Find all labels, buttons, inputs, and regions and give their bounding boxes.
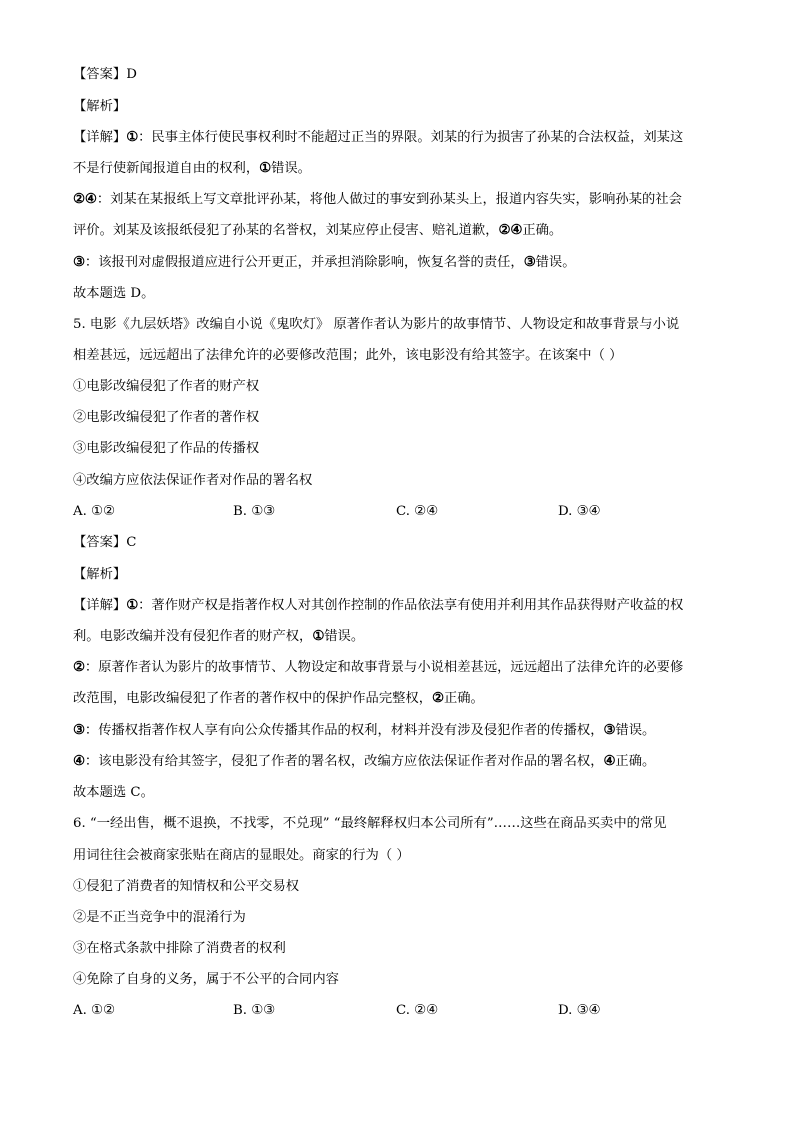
statement: ④免除了自身的义务，属于不公平的合同内容 <box>73 972 339 987</box>
option-key: ② <box>73 660 85 675</box>
detail-line <box>73 129 723 147</box>
detail-line <box>73 690 723 708</box>
choice-d: D. ③④ <box>558 504 601 519</box>
question-stem: 6. “一经出售，概不退换，不找零，不兑现” “最终解释权归本公司所有”……这些在商品买卖中的常见 <box>73 816 667 831</box>
statement: ④改编方应依法保证作者对作品的署名权 <box>73 473 313 488</box>
conclusion: 故本题选 D。 <box>73 286 155 301</box>
statement: ①电影改编侵犯了作者的财产权 <box>73 379 260 394</box>
conclusion: 故本题选 C。 <box>73 785 154 800</box>
detail-line <box>73 160 723 178</box>
verdict: 正确。 <box>522 223 563 238</box>
answer-value: C <box>126 535 137 550</box>
detail-text: 不是行使新闻报道自由的权利， <box>73 161 260 176</box>
statement: ②电影改编侵犯了作者的著作权 <box>73 410 260 425</box>
option-key: ① <box>259 161 272 176</box>
choice-a: A. ①② <box>73 1003 115 1018</box>
verdict: 正确。 <box>443 691 484 706</box>
option-key: ① <box>126 130 139 145</box>
statement: ③在格式条款中排除了消费者的权利 <box>73 941 286 956</box>
detail-tag: 【详解】 <box>73 598 127 613</box>
verdict: 错误。 <box>535 255 576 270</box>
option-key: ③ <box>73 723 85 738</box>
verdict: 错误。 <box>615 723 656 738</box>
detail-line <box>73 722 723 740</box>
option-key: ④ <box>603 754 616 769</box>
option-key: ③ <box>603 723 616 738</box>
choice-b: B. ①③ <box>233 504 276 519</box>
detail-text: ：该电影没有给其签字，侵犯了作者的署名权，改编方应依法保证作者对作品的署名权， <box>84 754 604 769</box>
question-stem: 5. 电影《九层妖塔》改编自小说《鬼吹灯》 原著作者认为影片的故事情节、人物设定和故事背景与小说 <box>73 317 680 332</box>
detail-text: 利。电影改编并没有侵犯作者的财产权， <box>73 629 313 644</box>
choice-c: C. ②④ <box>396 1003 438 1018</box>
detail-tag: 【详解】 <box>73 130 127 145</box>
question-stem: 相差甚远，远远超出了法律允许的必要修改范围；此外，该电影没有给其签字。在该案中（ ） <box>73 348 623 363</box>
detail-line <box>73 191 723 209</box>
option-key: ① <box>312 629 325 644</box>
verdict: 错误。 <box>271 161 311 176</box>
detail-line <box>73 597 723 615</box>
answer-tag: 【答案】 <box>73 67 127 82</box>
analysis-tag: 【解析】 <box>73 99 127 114</box>
answer-tag: 【答案】 <box>73 535 127 550</box>
statement: ②是不正当竞争中的混淆行为 <box>73 910 246 925</box>
detail-line <box>73 628 723 646</box>
detail-line <box>73 753 723 771</box>
analysis-tag: 【解析】 <box>73 567 127 582</box>
choice-d: D. ③④ <box>558 1003 601 1018</box>
detail-text: ：原著作者认为影片的故事情节、人物设定和故事背景与小说相差甚远，远远超出了法律允许的必要修 <box>84 660 684 675</box>
statement: ①侵犯了消费者的知情权和公平交易权 <box>73 879 300 894</box>
detail-text: 改范围，电影改编侵犯了作者的著作权中的保护作品完整权， <box>73 691 433 706</box>
option-key: ③ <box>523 255 536 270</box>
detail-text: ：著作财产权是指著作权人对其创作控制的作品依法享有使用并利用其作品获得财产收益的权 <box>138 598 684 613</box>
verdict: 错误。 <box>324 629 365 644</box>
detail-line <box>73 254 723 272</box>
option-key: ④ <box>73 754 85 769</box>
option-key: ②④ <box>73 192 97 207</box>
verdict: 正确。 <box>615 754 656 769</box>
choice-a: A. ①② <box>73 504 115 519</box>
choice-b: B. ①③ <box>233 1003 276 1018</box>
detail-text: 评价。刘某及该报纸侵犯了孙某的名誉权，刘某应停止侵害、赔礼道歉， <box>73 223 499 238</box>
detail-text: ：该报刊对虚假报道应进行公开更正，并承担消除影响，恢复名誉的责任， <box>84 255 524 270</box>
choice-c: C. ②④ <box>396 504 438 519</box>
detail-line <box>73 659 723 677</box>
option-key: ② <box>432 691 444 706</box>
answer-line <box>73 66 723 84</box>
statement: ③电影改编侵犯了作品的传播权 <box>73 441 260 456</box>
detail-text: ：传播权指著作权人享有向公众传播其作品的权利，材料并没有涉及侵犯作者的传播权， <box>84 723 604 738</box>
option-key: ②④ <box>498 223 523 238</box>
detail-text: ：民事主体行使民事权利时不能超过正当的界限。刘某的行为损害了孙某的合法权益，刘某这 <box>138 130 684 145</box>
option-key: ① <box>126 598 139 613</box>
answer-value: D <box>126 67 137 82</box>
detail-line <box>73 222 723 240</box>
answer-line <box>73 534 723 552</box>
detail-text: ：刘某在某报纸上写文章批评孙某，将他人做过的事安到孙某头上，报道内容失实，影响孙某的社会 <box>96 192 682 207</box>
option-key: ③ <box>73 255 85 270</box>
question-stem: 用词往往会被商家张贴在商店的显眼处。商家的行为（ ） <box>73 848 410 863</box>
